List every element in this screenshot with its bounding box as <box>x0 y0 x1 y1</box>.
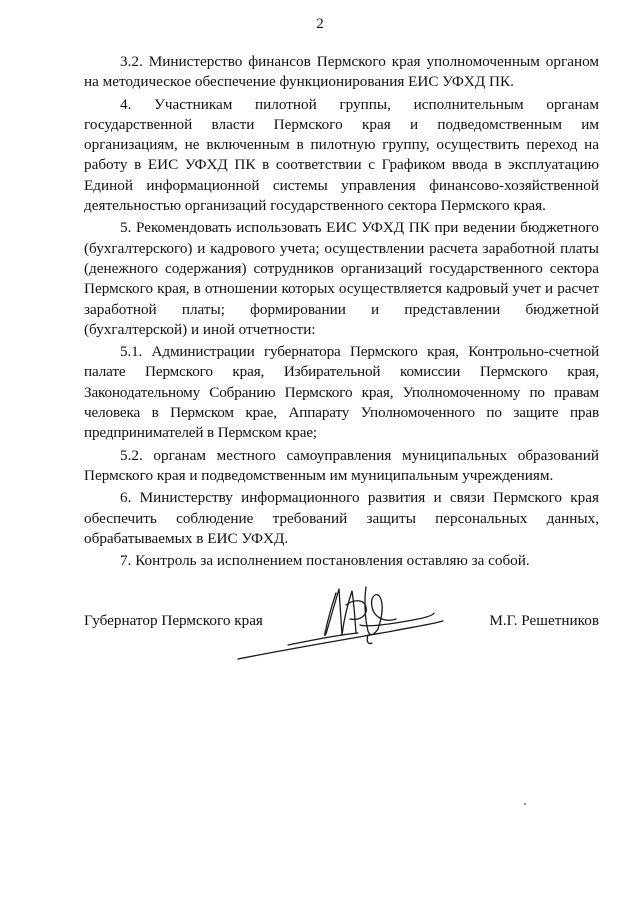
paragraph-7: 7. Контроль за исполнением постановления оставляю за собой. <box>120 552 530 570</box>
paragraph-5-1: 5.1. Администрации губернатора Пермского края, Контрольно-счетной палате Пермского края, Избирательной комиссии Пермского края, Законодательному Собранию Пермского края, Уполномоченному по правам человека в Пермском крае, Аппарату Уполномоченного по защите прав предпринимателей в Пермском крае; <box>84 343 599 442</box>
signatory-name: М.Г. Решетников <box>489 612 599 629</box>
page-number: 2 <box>316 16 324 32</box>
handwritten-signature <box>228 575 458 665</box>
scan-speck <box>524 803 526 805</box>
paragraph-4: 4. Участникам пилотной группы, исполнительным органам государственной власти Пермского края и подведомственным им организациям, не включенным в пилотную группу, осуществить переход на работу в ЕИС УФХД ПК в соответствии с Графиком ввода в эксплуатацию Единой информационной системы управления финансово-хозяйственной деятельностью организаций государственного сектора Пермского края. <box>84 95 599 215</box>
paragraph-3-2: 3.2. Министерство финансов Пермского края уполномоченным органом на методическое обеспечение функционирования ЕИС УФХД ПК. <box>84 53 599 91</box>
signatory-title: Губернатор Пермского края <box>84 612 263 629</box>
paragraph-5: 5. Рекомендовать использовать ЕИС УФХД ПК при ведении бюджетного (бухгалтерского) и кадрового учета; осуществлении расчета заработной платы (денежного содержания) сотрудников организаций государственного сектора Пермского края, в отношении которых осуществляется кадровый учет и расчет заработной платы; формировании и представлении бюджетной (бухгалтерской) и иной отчетности: <box>84 219 599 338</box>
paragraph-5-2: 5.2. органам местного самоуправления муниципальных образований Пермского края и подведомственным им муниципальным учреждениям. <box>84 446 599 484</box>
document-body <box>84 52 599 573</box>
paragraph-6: 6. Министерству информационного развития и связи Пермского края обеспечить соблюдение требований защиты персональных данных, обрабатываемых в ЕИС УФХД. <box>84 489 599 547</box>
